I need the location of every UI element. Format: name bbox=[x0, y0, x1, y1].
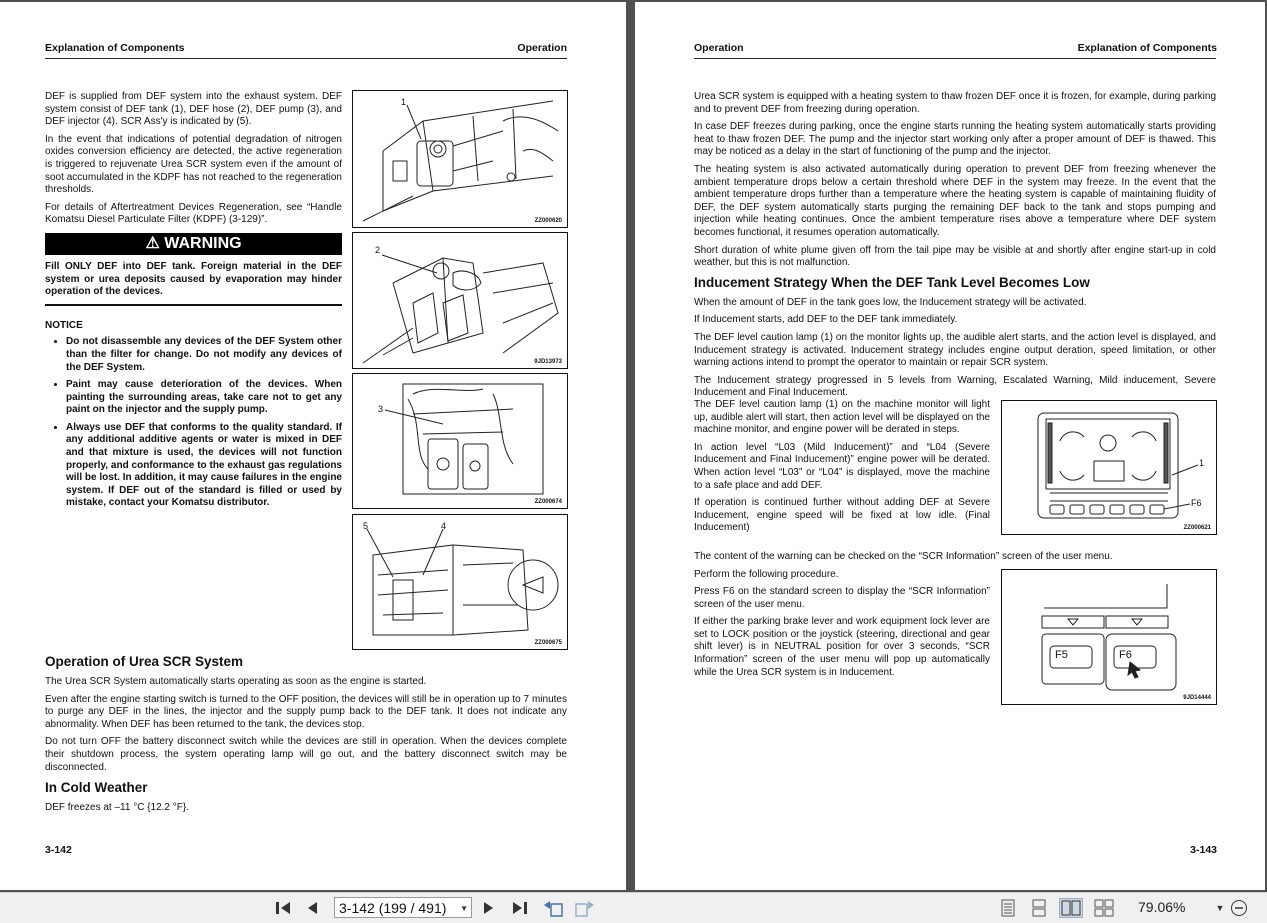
callout-1: 1 bbox=[401, 97, 407, 107]
zoom-dropdown-icon[interactable]: ▼ bbox=[1215, 903, 1225, 913]
notice-item: • Paint may cause deterioration of the devices. When painting the surrounding areas, take care not to get any paint on the injector and the supply pump. bbox=[66, 379, 342, 417]
warning-triangle-icon: ⚠ bbox=[145, 234, 160, 252]
inducement-paragraph-9: Perform the following procedure. bbox=[694, 568, 839, 580]
notice-item: • Do not disassemble any devices of the DEF System other than the filter for change. Do not modify any devices of the DEF System. bbox=[66, 336, 342, 374]
def-pump-drawing bbox=[353, 374, 567, 508]
warning-banner bbox=[45, 233, 342, 255]
def-tank-drawing bbox=[353, 91, 567, 227]
heating-paragraph-4: Short duration of white plume given off from the tail pipe may be visible at and shortly after engine start-up in cold weather, but this is not malfunction. bbox=[694, 244, 1216, 269]
callout-2: 2 bbox=[375, 245, 381, 255]
inducement-paragraph-1: When the amount of DEF in the tank goes low, the Inducement strategy will be activated. bbox=[694, 296, 1087, 308]
def-hose-drawing bbox=[353, 233, 567, 368]
next-view-icon[interactable] bbox=[573, 898, 597, 918]
intro-paragraph-1: DEF is supplied from DEF system into the exhaust system. DEF system consist of DEF tank (1), DEF hose (2), DEF pump (3), and DEF injector (4). SCR Ass'y is indicated by (5). bbox=[45, 91, 342, 128]
f6-key-drawing bbox=[1002, 570, 1216, 704]
inducement-paragraph-3: The DEF level caution lamp (1) on the monitor lights up, the audible alert starts, and the action level is displayed, and Inducement strategy is activated. Inducement strategy includes engine output deration, speed limitation, or other warning actions intend to prompt the operator to maintain or repair SCR system. bbox=[694, 331, 1216, 369]
cold-paragraph-1: DEF freezes at –11 °C {12.2 °F}. bbox=[45, 802, 189, 814]
inducement-paragraph-4: The Inducement strategy progressed in 5 levels from Warning, Escalated Warning, Mild inducement, Severe Inducement and Final Inducement. bbox=[694, 374, 1216, 399]
notice-label: NOTICE bbox=[45, 319, 83, 331]
header-right: Operation bbox=[517, 42, 567, 54]
right-column-top bbox=[694, 91, 1216, 405]
figure-def-tank bbox=[352, 90, 568, 228]
next-page-icon[interactable] bbox=[479, 898, 499, 918]
figure-code: ZZ000621 bbox=[1183, 525, 1211, 531]
inducement-paragraph-11: If either the parking brake lever and work equipment lock lever are set to LOCK position or the joystick (steering, directional and gear shift lever) is in NEUTRAL position for over 3 seconds, “SCR Information” screen of the user menu will pop up automatically while the Urea SCR system is in Inducement. bbox=[694, 616, 990, 678]
warning-text: Fill ONLY DEF into DEF tank. Foreign material in the DEF system or urea deposits caused by evaporation may hinder operation of the devices. bbox=[45, 261, 342, 306]
operation-paragraph-1: The Urea SCR System automatically starts operating as soon as the engine is started. bbox=[45, 676, 427, 687]
right-column-narrow-1 bbox=[694, 399, 990, 540]
operation-paragraph-3: Do not turn OFF the battery disconnect switch while the devices are still in operation. When the devices complete their shutdown process, the system operating lamp will go out, and the battery disconnect switch may be disconnected. bbox=[45, 736, 567, 773]
inducement-paragraph-5: The DEF level caution lamp (1) on the machine monitor will light up, audible alert will start, then action level will be displayed on the machine monitor, and engine power will be derated in steps. bbox=[694, 399, 990, 436]
callout-4: 4 bbox=[441, 521, 447, 531]
figure-def-hose bbox=[352, 232, 568, 369]
figure-def-pump bbox=[352, 373, 568, 509]
header-rule bbox=[45, 58, 567, 59]
key-f5-label: F5 bbox=[1055, 649, 1068, 661]
heating-paragraph-1: Urea SCR system is equipped with a heating system to thaw frozen DEF once it is frozen, for example, during parking and to prevent DEF from freezing during operation. bbox=[694, 91, 1216, 115]
intro-paragraph-3: For details of Aftertreatment Devices Regeneration, see “Handle Komatsu Diesel Particulate Filter (KDPF) (3-129)”. bbox=[45, 201, 342, 226]
figure-def-injector bbox=[352, 514, 568, 650]
left-column-top bbox=[45, 91, 342, 515]
right-column-narrow-2 bbox=[694, 586, 990, 684]
heading-operation-urea-scr: Operation of Urea SCR System bbox=[45, 654, 244, 669]
callout-3: 3 bbox=[378, 404, 384, 414]
zoom-out-icon[interactable] bbox=[1228, 898, 1250, 918]
viewer-toolbar bbox=[0, 892, 1267, 923]
previous-page-icon[interactable] bbox=[302, 898, 322, 918]
page-3-142 bbox=[0, 2, 626, 890]
intro-paragraph-2: In the event that indications of potential degradation of nitrogen oxides conversion efficiency are detected, the active regeneration is triggered to rejuvenate Urea SCR system even if the amount of soot accumulated in the KDPF has not reached to the regeneration thresholds. bbox=[45, 133, 342, 196]
facing-icon[interactable] bbox=[1059, 898, 1083, 918]
inducement-paragraph-2: If Inducement starts, add DEF to the DEF tank immediately. bbox=[694, 314, 958, 326]
zoom-level[interactable]: 79.06% bbox=[1138, 899, 1186, 915]
figure-machine-monitor bbox=[1001, 400, 1217, 535]
inducement-paragraph-10: Press F6 on the standard screen to display the “SCR Information” screen of the user menu. bbox=[694, 586, 990, 610]
warning-label: WARNING bbox=[164, 234, 242, 252]
figure-f6-key bbox=[1001, 569, 1217, 705]
continuous-icon[interactable] bbox=[1029, 898, 1049, 918]
chevron-down-icon[interactable]: ▼ bbox=[460, 904, 468, 913]
header-right: Explanation of Components bbox=[1077, 42, 1217, 54]
header-left: Explanation of Components bbox=[45, 42, 185, 54]
single-page-icon[interactable] bbox=[998, 898, 1018, 918]
figure-code: ZZ000620 bbox=[534, 218, 562, 224]
page-number: 3-142 bbox=[45, 844, 72, 856]
figure-code: 9JD14444 bbox=[1183, 695, 1211, 701]
key-f6-label: F6 bbox=[1119, 649, 1132, 661]
header-rule bbox=[694, 58, 1216, 59]
page-number: 3-143 bbox=[1190, 844, 1217, 856]
left-column-bottom bbox=[45, 652, 567, 820]
callout-f6: F6 bbox=[1191, 498, 1202, 508]
callout-5: 5 bbox=[363, 521, 369, 531]
heating-paragraph-2: In case DEF freezes during parking, once the engine starts running the heating system automatically starts providing heat to thaw frozen DEF. The pump and the injector start working only after a proper amount of DEF is thawed. This may be noticed as a delay in the start of functioning of the pump and the injector. bbox=[694, 121, 1216, 158]
inducement-paragraph-6: In action level “L03 (Mild Inducement)” and “L04 (Severe Inducement and Final Inducement)” engine power will be derated. When action level “L03” or “L04” is displayed, move the machine to a safe place and add DEF. bbox=[694, 441, 990, 491]
figure-code: ZZ000674 bbox=[534, 499, 562, 505]
callout-lamp-1: 1 bbox=[1199, 458, 1205, 468]
continuous-facing-icon[interactable] bbox=[1093, 898, 1115, 918]
notice-item: • Always use DEF that conforms to the quality standard. If any additional additive agents or water is mixed in DEF and that mixture is used, the devices will not function properly, and conformance to the exhaust gas regulations will be lost. In addition, it may cause failures in the engine system. If DEF out of the standard is filled or used by mistake, contact your Komatsu distributor. bbox=[66, 422, 342, 510]
notice-list bbox=[45, 336, 342, 510]
previous-view-icon[interactable] bbox=[541, 898, 565, 918]
header-left: Operation bbox=[694, 42, 744, 54]
operation-paragraph-2: Even after the engine starting switch is turned to the OFF position, the devices will still be in operation up to 7 minutes to purge any DEF in the lines, the injector and the supply pump back to the DEF tank. It does not indicate any abnormality. When DEF has been returned to the tank, the devices stop. bbox=[45, 693, 567, 730]
inducement-paragraph-8: The content of the warning can be checked on the “SCR Information” screen of the user menu. bbox=[694, 551, 1113, 562]
last-page-icon[interactable] bbox=[508, 898, 530, 918]
def-injector-drawing bbox=[353, 515, 567, 649]
heating-paragraph-3: The heating system is also activated automatically during operation to prevent DEF from freezing whenever the ambient temperature drops below a certain threshold where DEF in the system may freeze. In the event that the ambient temperature drops further than a temperature where the heating system is capable of maintaining fluidity of DEF, the DEF system automatically starts purging the remaining DEF back to the tank and stops pumping and injection while heating continues. Once the ambient temperature rises above a temperature where DEF system becomes functional, it resumes operation automatically. bbox=[694, 163, 1216, 238]
figure-code: ZZ000675 bbox=[534, 640, 562, 646]
figure-code: 9JD13973 bbox=[534, 359, 562, 365]
heading-inducement-strategy: Inducement Strategy When the DEF Tank Level Becomes Low bbox=[694, 274, 1090, 290]
page-number-field[interactable] bbox=[334, 897, 472, 918]
machine-monitor-drawing bbox=[1002, 401, 1216, 534]
inducement-paragraph-7: If operation is continued further without adding DEF at Severe Inducement, engine speed will be fixed at low idle. (Final Inducement) bbox=[694, 497, 990, 534]
page-number-value: 3-142 (199 / 491) bbox=[339, 900, 447, 916]
page-3-143 bbox=[635, 2, 1265, 890]
heading-cold-weather: In Cold Weather bbox=[45, 780, 148, 796]
first-page-icon[interactable] bbox=[273, 898, 295, 918]
